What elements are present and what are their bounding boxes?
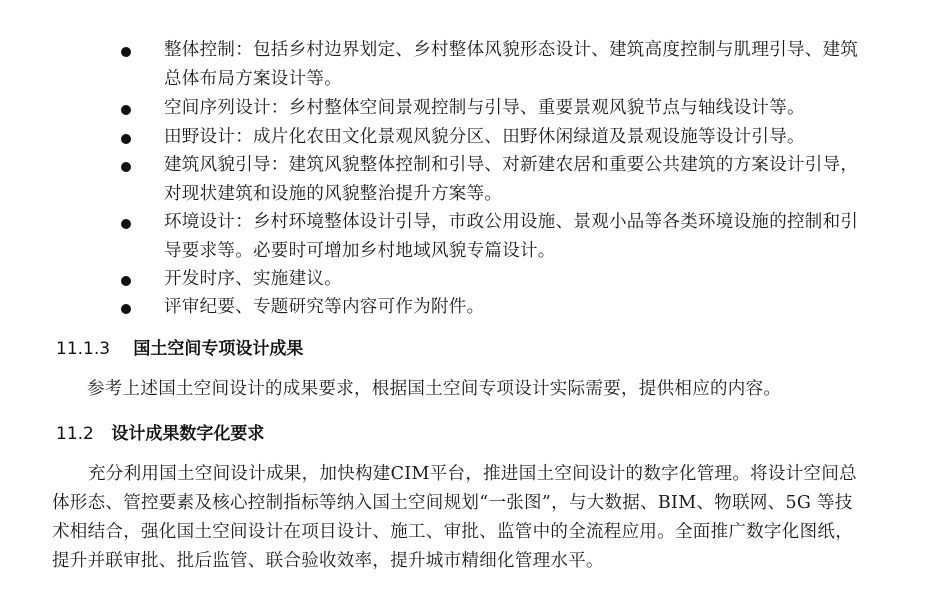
list-item-text: 评审纪要、专题研究等内容可作为附件。 <box>164 297 485 317</box>
section-title: 设计成果数字化要求 <box>111 424 265 444</box>
section-heading <box>56 337 303 361</box>
list-item-text: 田野设计：成片化农田文化景观风貌分区、田野休闲绿道及景观设施等设计引导。 <box>164 127 805 147</box>
paragraph: 充分利用国土空间设计成果，加快构建CIM平台，推进国土空间设计的数字化管理。将设计空间总 体形态、管控要素及核心控制指标等纳入国土空间规划“一张图”，与大数据、BIM、物联网、5G 等技 术相结合，强化国土空间设计在项目设计、施工、审批、监管中的全流程应用。全面推广数字化图纸， 提升并联审批、批后监管、联合验收效率，提升城市精细化管理水平。 <box>52 464 857 571</box>
section-heading <box>56 422 264 446</box>
list-item-text: 整体控制：包括乡村边界划定、乡村整体风貌形态设计、建筑高度控制与肌理引导、建筑 总体布局方案设计等。 <box>164 40 859 89</box>
section-number: 11.1.3 <box>56 339 111 359</box>
section-number: 11.2 <box>56 424 94 444</box>
bullet-icon <box>121 276 131 286</box>
list-item-text: 建筑风貌引导：建筑风貌整体控制和引导、对新建农居和重要公共建筑的方案设计引导， 对现状建筑和设施的风貌整治提升方案等。 <box>164 155 859 204</box>
section-title: 国土空间专项设计成果 <box>133 339 304 359</box>
paragraph: 参考上述国土空间设计的成果要求，根据国土空间专项设计实际需要，提供相应的内容。 <box>87 379 782 399</box>
bullet-icon <box>121 219 131 229</box>
list-item-text: 开发时序、实施建议。 <box>164 269 342 289</box>
bullet-icon <box>121 162 131 172</box>
list-item-text: 环境设计：乡村环境整体设计引导，市政公用设施、景观小品等各类环境设施的控制和引 导要求等。必要时可增加乡村地域风貌专篇设计。 <box>164 212 859 261</box>
bullet-icon <box>121 105 131 115</box>
bullet-icon <box>121 304 131 314</box>
bullet-icon <box>121 47 131 57</box>
bullet-icon <box>121 134 131 144</box>
list-item-text: 空间序列设计：乡村整体空间景观控制与引导、重要景观风貌节点与轴线设计等。 <box>164 98 805 118</box>
